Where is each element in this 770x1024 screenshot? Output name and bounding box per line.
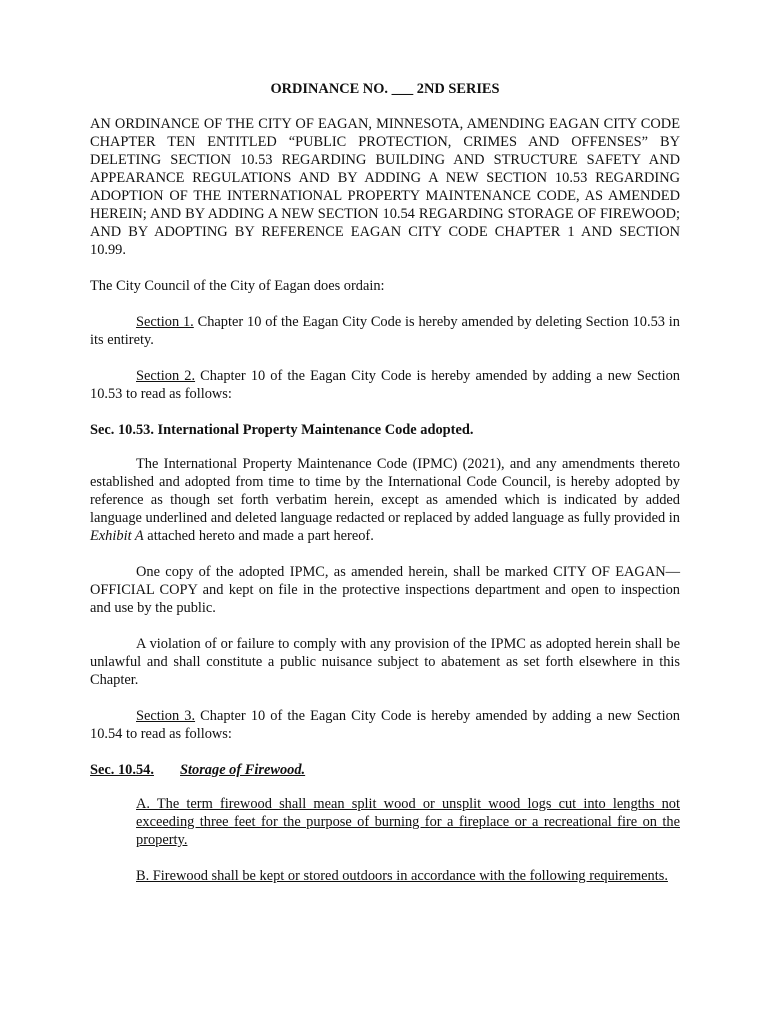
ordinance-caption: AN ORDINANCE OF THE CITY OF EAGAN, MINNESOTA, AMENDING EAGAN CITY CODE CHAPTER TEN ENTITLED “PUBLIC PROTECTION, CRIMES AND OFFENSES” BY DELETING SECTION 10.53 REGARDING BUILDING AND STRUCTURE SAFETY AND APPEARANCE REGULATIONS AND BY ADDING A NEW SECTION 10.53 REGARDING ADOPTION OF THE INTERNATIONAL PROPERTY MAINTENANCE CODE, AS AMENDED HEREIN; AND BY ADDING A NEW SECTION 10.54 REGARDING STORAGE OF FIREWOOD; AND BY ADOPTING BY REFERENCE EAGAN CITY CODE CHAPTER 1 AND SECTION 10.99.	[90, 116, 680, 258]
sec-10-54-number: Sec. 10.54.	[90, 762, 154, 778]
section-3-label: Section 3.	[136, 708, 196, 724]
official-copy-paragraph: One copy of the adopted IPMC, as amended herein, shall be marked CITY OF EAGAN—OFFICIAL COPY and kept on file in the protective inspections department and open to inspection and use by the public.	[90, 564, 680, 616]
section-2-paragraph	[90, 367, 680, 403]
section-3-text: Chapter 10 of the Eagan City Code is hereby amended by adding a new Section 10.54 to read as follows:	[90, 708, 680, 742]
document-page	[90, 80, 680, 903]
violation-paragraph: A violation of or failure to comply with any provision of the IPMC as adopted herein shall be unlawful and shall constitute a public nuisance subject to abatement as set forth elsewhere in this Chapter.	[90, 636, 680, 688]
section-3-paragraph	[90, 707, 680, 743]
sec-10-54-title: Storage of Firewood.	[180, 762, 306, 778]
section-2-label: Section 2.	[136, 368, 196, 384]
section-1-paragraph	[90, 313, 680, 349]
firewood-storage-item: B. Firewood shall be kept or stored outdoors in accordance with the following requirements.	[136, 868, 668, 884]
section-2-text: Chapter 10 of the Eagan City Code is hereby amended by adding a new Section 10.53 to read as follows:	[90, 368, 680, 402]
ipmc-adoption-text: The International Property Maintenance Code (IPMC) (2021), and any amendments thereto established and adopted from time to time by the International Code Council, is hereby adopted by reference as though set forth verbatim herein, except as amended which is indicated by added language underlined and deleted language redacted or replaced by added language as fully provided in	[90, 456, 680, 526]
ordain-statement: The City Council of the City of Eagan does ordain:	[90, 278, 385, 294]
section-1-label: Section 1.	[136, 314, 194, 330]
sec-10-53-heading: Sec. 10.53. International Property Maintenance Code adopted.	[90, 422, 474, 438]
section-1-text: Chapter 10 of the Eagan City Code is hereby amended by deleting Section 10.53 in its entirety.	[90, 314, 680, 348]
ipmc-adoption-text-end: attached hereto and made a part hereof.	[143, 528, 374, 544]
exhibit-a-reference: Exhibit A	[90, 528, 144, 544]
firewood-definition-item: A. The term firewood shall mean split wood or unsplit wood logs cut into lengths not exceeding three feet for the purpose of burning for a fireplace or a recreational fire on the property.	[136, 796, 680, 848]
ipmc-adoption-paragraph	[90, 455, 680, 545]
sec-10-54-heading	[90, 761, 680, 779]
ordinance-title: ORDINANCE NO. ___ 2ND SERIES	[270, 81, 500, 97]
